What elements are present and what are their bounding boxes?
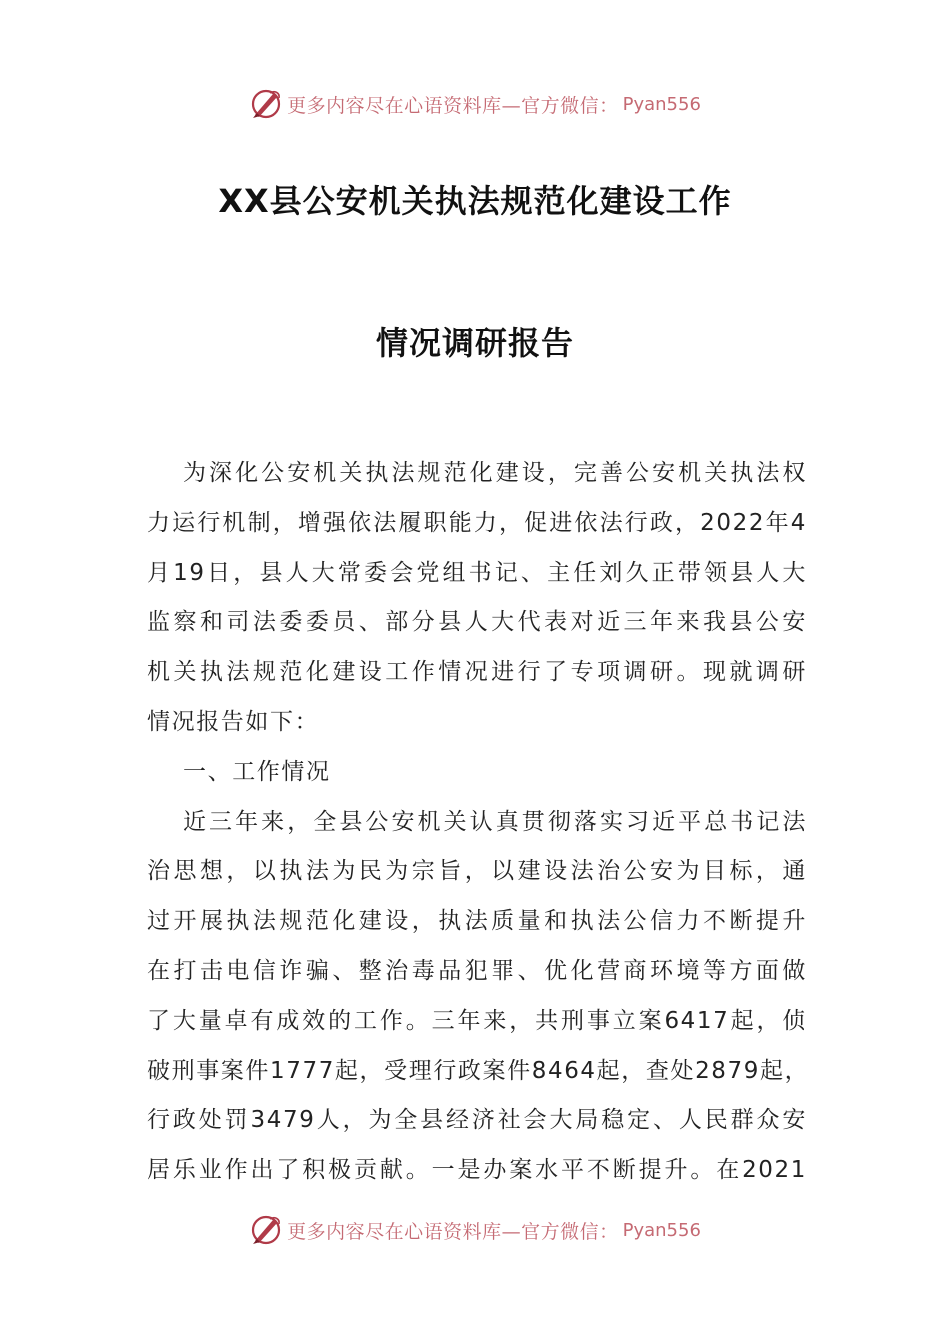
document-body [147, 449, 810, 1196]
paragraph-line: 行政处罚3479人，为全县经济社会大局稳定、人民群众安 [147, 1107, 807, 1134]
section-heading [147, 748, 807, 798]
intro-paragraph [147, 449, 807, 748]
banner-text: 更多内容尽在心语资料库—官方微信： [287, 94, 619, 117]
paragraph-line: 过开展执法规范化建设，执法质量和执法公信力不断提升 [147, 908, 807, 935]
paragraph-line: 为深化公安机关执法规范化建设，完善公安机关执法权 [183, 460, 807, 486]
paragraph-line: 治思想，以执法为民为宗旨，以建设法治公安为目标，通 [147, 858, 807, 885]
banner-wechat-id: Pyan556 [622, 1219, 701, 1241]
banner-text: 更多内容尽在心语资料库—官方微信： [287, 1220, 619, 1243]
paragraph-line: 了大量卓有成效的工作。三年来，共刑事立案6417起，侦 [147, 1007, 807, 1034]
paragraph-line: 居乐业作出了积极贡献。一是办案水平不断提升。在2021 [147, 1157, 807, 1184]
paragraph-line: 破刑事案件1777起，受理行政案件8464起，查处2879起， [147, 1057, 810, 1084]
document-title-line-2: 情况调研报告 [375, 324, 574, 362]
paragraph-line: 近三年来，全县公安机关认真贯彻落实习近平总书记法 [183, 808, 807, 835]
paragraph-line: 机关执法规范化建设工作情况进行了专项调研。现就调研 [147, 659, 807, 686]
section-heading-text: 一、工作情况 [183, 758, 331, 785]
footer-banner [0, 1212, 950, 1248]
work-paragraph [147, 798, 810, 1196]
banner-wechat-id: Pyan556 [622, 93, 701, 115]
paragraph-line: 月19日，县人大常委会党组书记、主任刘久正带领县人大 [147, 559, 807, 586]
paragraph-line: 在打击电信诈骗、整治毒品犯罪、优化营商环境等方面做 [147, 957, 807, 984]
pen-circle-logo-icon [249, 1213, 283, 1247]
document-title-line-1: XX县公安机关执法规范化建设工作 [218, 182, 732, 220]
paragraph-line: 力运行机制，增强依法履职能力，促进依法行政，2022年4 [147, 509, 807, 536]
paragraph-line: 情况报告如下： [147, 708, 320, 735]
header-banner [0, 86, 950, 122]
paragraph-line: 监察和司法委委员、部分县人大代表对近三年来我县公安 [147, 609, 807, 636]
pen-circle-logo-icon [249, 87, 283, 121]
